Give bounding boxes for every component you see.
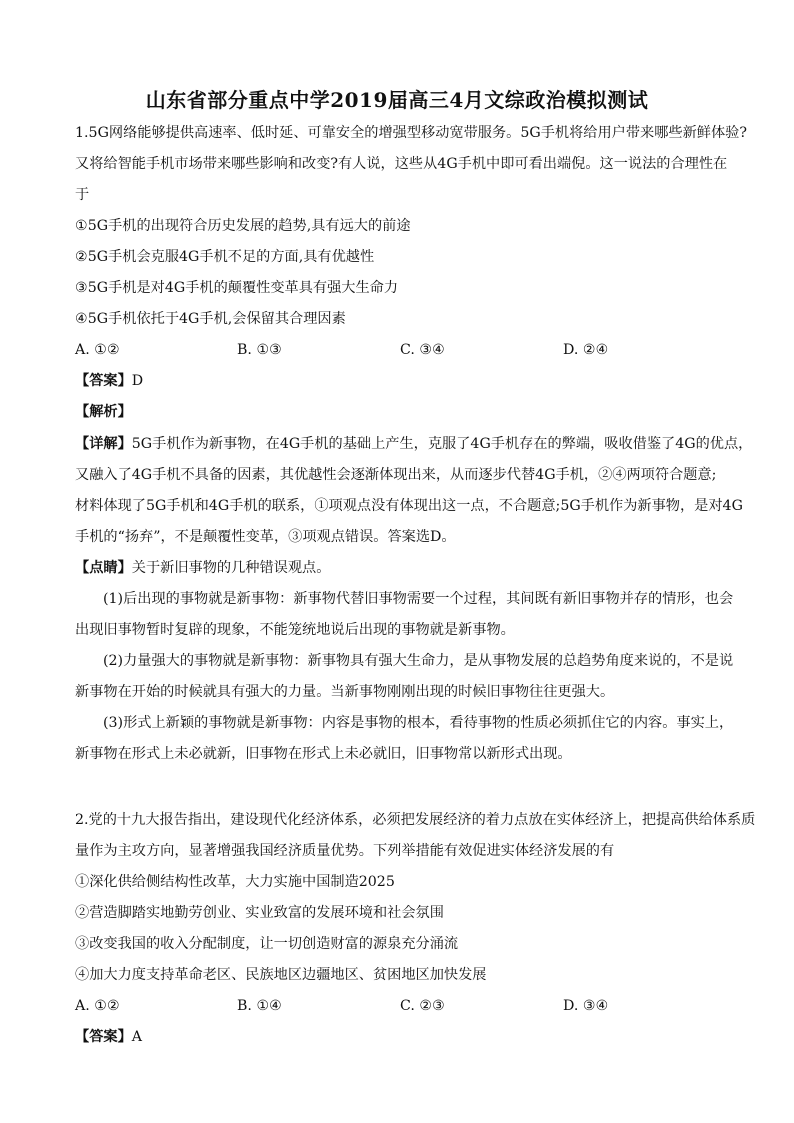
answer-value: D bbox=[131, 373, 144, 389]
q1-tip-line-3: (2)力量强大的事物就是新事物：新事物具有强大生命力，是从事物发展的总趋势角度来说的，不是说 bbox=[103, 653, 734, 669]
tip-label: 【点睛】 bbox=[75, 560, 132, 576]
q2-item-4: ④加大力度支持革命老区、民族地区边疆地区、贫困地区加快发展 bbox=[75, 967, 487, 983]
q2-options bbox=[75, 994, 735, 1018]
q1-stem-line-2: 又将给智能手机市场带来哪些影响和改变?有人说，这些从4G手机中即可看出端倪。这一说法的合理性在 bbox=[75, 156, 728, 172]
q2-answer bbox=[75, 1025, 735, 1049]
tip-text: 关于新旧事物的几种错误观点。 bbox=[131, 560, 331, 576]
q1-analysis-heading bbox=[75, 400, 735, 424]
q2-stem-line-2: 量作为主攻方向，显著增强我国经济质量优势。下列举措能有效促进实体经济发展的有 bbox=[75, 843, 615, 859]
analysis-label: 【解析】 bbox=[75, 404, 132, 420]
answer-value: A bbox=[131, 1029, 143, 1045]
q2-option-a: A. ①② bbox=[75, 998, 120, 1014]
q1-item-4: ④5G手机依托于4G手机,会保留其合理因素 bbox=[75, 311, 346, 327]
q2-item-3: ③改变我国的收入分配制度，让一切创造财富的源泉充分涌流 bbox=[75, 936, 459, 952]
q2-option-d: D. ③④ bbox=[563, 998, 609, 1014]
q1-options bbox=[75, 338, 735, 362]
q1-item-3: ③5G手机是对4G手机的颠覆性变革具有强大生命力 bbox=[75, 280, 399, 296]
q1-item-2: ②5G手机会克服4G手机不足的方面,具有优越性 bbox=[75, 249, 375, 265]
answer-label: 【答案】 bbox=[75, 373, 132, 389]
q1-stem-line-3: 于 bbox=[75, 187, 90, 203]
page-title: 山东省部分重点中学2019届高三4月文综政治模拟测试 bbox=[145, 88, 649, 112]
q1-option-c: C. ③④ bbox=[400, 342, 445, 358]
q2-option-b: B. ①④ bbox=[237, 998, 282, 1014]
q1-item-1: ①5G手机的出现符合历史发展的趋势,具有远大的前途 bbox=[75, 218, 411, 234]
q1-tip-line-4: 新事物在开始的时候就具有强大的力量。当新事物刚刚出现的时候旧事物往往更强大。 bbox=[75, 684, 615, 700]
q1-detail-line-1 bbox=[75, 432, 753, 456]
q1-detail-line-3: 材料体现了5G手机和4G手机的联系，①项观点没有体现出这一点，不合题意;5G手机作为新事物，是对4G bbox=[75, 498, 743, 514]
q1-option-a: A. ①② bbox=[75, 342, 120, 358]
q1-option-b: B. ①③ bbox=[237, 342, 282, 358]
q1-tip-line-1: (1)后出现的事物就是新事物：新事物代替旧事物需要一个过程，其间既有新旧事物并存的情形，也会 bbox=[103, 591, 734, 607]
q1-option-d: D. ②④ bbox=[563, 342, 609, 358]
q1-tip-line-5: (3)形式上新颖的事物就是新事物：内容是事物的根本，看待事物的性质必须抓住它的内容。事实上， bbox=[103, 715, 734, 731]
detail-label: 【详解】 bbox=[75, 436, 132, 452]
detail-text: 5G手机作为新事物，在4G手机的基础上产生，克服了4G手机存在的弊端，吸收借鉴了4G的优点， bbox=[131, 436, 753, 452]
q1-tip-line-6: 新事物在形式上未必就新，旧事物在形式上未必就旧，旧事物常以新形式出现。 bbox=[75, 746, 572, 762]
q1-tip-heading bbox=[75, 556, 735, 580]
answer-label: 【答案】 bbox=[75, 1029, 132, 1045]
q2-item-2: ②营造脚踏实地勤劳创业、实业致富的发展环境和社会氛围 bbox=[75, 905, 444, 921]
q1-answer bbox=[75, 369, 735, 393]
q2-stem-line-1: 2.党的十九大报告指出，建设现代化经济体系，必须把发展经济的着力点放在实体经济上，把提高供给体系质 bbox=[75, 812, 756, 828]
q1-stem-line-1: 1.5G网络能够提供高速率、低时延、可靠安全的增强型移动宽带服务。5G手机将给用户带来哪些新鲜体验? bbox=[75, 125, 747, 141]
q1-detail-line-2: 又融入了4G手机不具备的因素，其优越性会逐渐体现出来，从而逐步代替4G手机，②④两项符合题意; bbox=[75, 467, 717, 483]
q1-detail-line-4: 手机的“扬弃”，不是颠覆性变革，③项观点错误。答案选D。 bbox=[75, 529, 456, 545]
q2-item-1: ①深化供给侧结构性改革，大力实施中国制造2025 bbox=[75, 874, 395, 890]
q2-option-c: C. ②③ bbox=[400, 998, 445, 1014]
q1-tip-line-2: 出现旧事物暂时复辟的现象，不能笼统地说后出现的事物就是新事物。 bbox=[75, 622, 515, 638]
